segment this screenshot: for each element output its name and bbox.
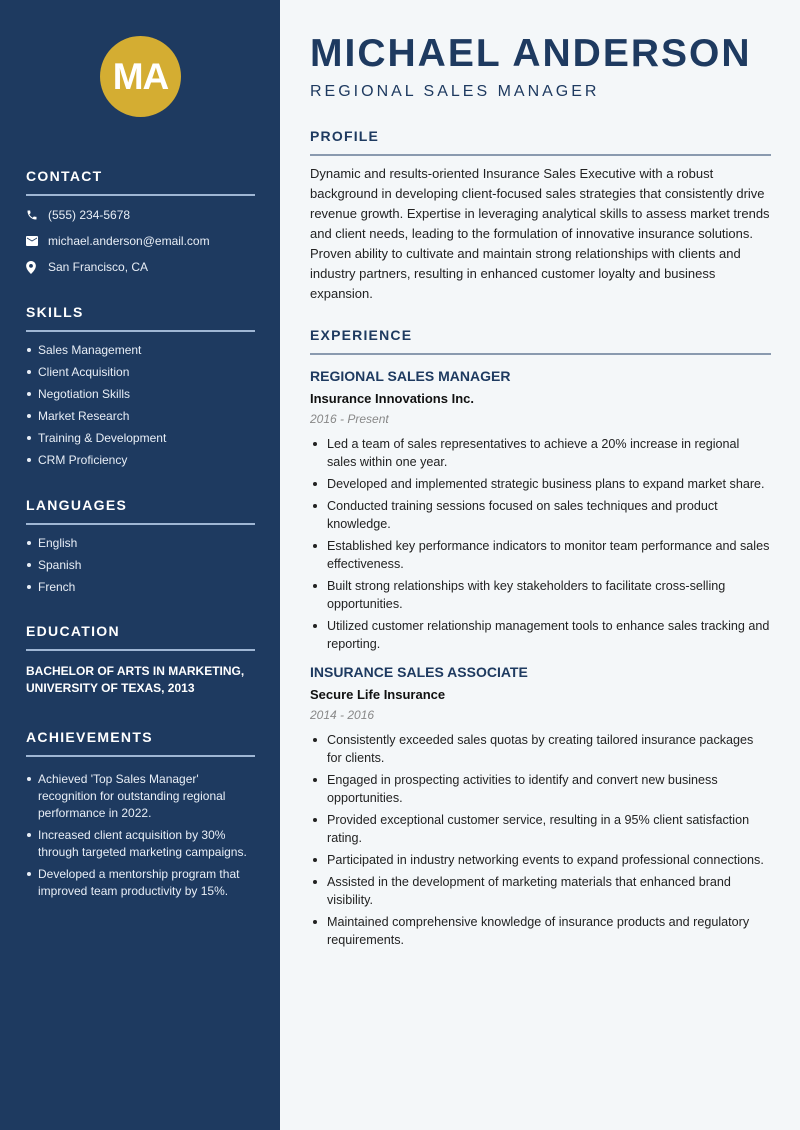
job-bullet: Engaged in prospecting activities to identify and convert new business opportunities. [310, 771, 771, 807]
language-item: English [26, 532, 255, 554]
achievement-item: Achieved 'Top Sales Manager' recognition for outstanding regional performance in 2022. [26, 771, 255, 822]
phone-text: (555) 234-5678 [48, 208, 131, 222]
job-bullet: Provided exceptional customer service, resulting in a 95% client satisfaction rating. [310, 811, 771, 847]
job-title: REGIONAL SALES MANAGER [310, 368, 511, 384]
sidebar [0, 0, 280, 1130]
job-company: Insurance Innovations Inc. [310, 391, 474, 406]
avatar-initials: MA [112, 55, 169, 97]
job-bullet: Participated in industry networking events to expand professional connections. [310, 851, 771, 869]
phone-icon [26, 209, 48, 221]
skill-item: Sales Management [26, 339, 255, 361]
skills-list [26, 339, 255, 471]
job-bullet: Maintained comprehensive knowledge of insurance products and regulatory requirements. [310, 913, 771, 949]
achievements-section [26, 729, 255, 905]
languages-section [26, 497, 255, 598]
job-entry [310, 663, 771, 949]
language-item: French [26, 576, 255, 598]
profile-heading: PROFILE [310, 128, 380, 144]
achievements-heading: ACHIEVEMENTS [26, 729, 153, 745]
divider [310, 353, 771, 355]
languages-list [26, 532, 255, 598]
job-bullet: Built strong relationships with key stakeholders to facilitate cross-selling opportunities. [310, 577, 771, 613]
contact-location [26, 254, 255, 280]
skill-item: Client Acquisition [26, 361, 255, 383]
job-bullet: Utilized customer relationship management tools to enhance sales tracking and reporting. [310, 617, 771, 653]
job-title: INSURANCE SALES ASSOCIATE [310, 664, 528, 680]
job-bullet: Led a team of sales representatives to achieve a 20% increase in regional sales within one year. [310, 435, 771, 471]
job-bullet: Consistently exceeded sales quotas by creating tailored insurance packages for clients. [310, 731, 771, 767]
contact-section [26, 168, 255, 280]
divider [26, 755, 255, 757]
skills-section [26, 304, 255, 471]
job-entry [310, 367, 771, 653]
contact-email [26, 228, 255, 254]
job-dates: 2014 - 2016 [310, 708, 375, 722]
candidate-name: MICHAEL ANDERSON [310, 32, 752, 75]
languages-heading: LANGUAGES [26, 497, 128, 513]
job-bullet: Developed and implemented strategic business plans to expand market share. [310, 475, 771, 493]
job-company: Secure Life Insurance [310, 687, 446, 702]
profile-summary: Dynamic and results-oriented Insurance Sales Executive with a robust background in developing client-focused sales strategies that consistently drive revenue growth. Expertise in leveraging analytical skills to assess market trends and client needs, leading to the formulation of innovative insurance solutions. Proven ability to cultivate and maintain strong relationships with clients and industry partners, resulting in enhanced customer loyalty and business expansion. [310, 166, 770, 301]
experience-section [310, 327, 771, 953]
skill-item: Negotiation Skills [26, 383, 255, 405]
job-bullet: Conducted training sessions focused on sales techniques and product knowledge. [310, 497, 771, 533]
job-bullets [310, 435, 771, 653]
achievement-item: Developed a mentorship program that improved team productivity by 15%. [26, 866, 255, 900]
divider [26, 194, 255, 196]
education-entry [26, 663, 255, 697]
experience-heading: EXPERIENCE [310, 327, 413, 343]
skill-item: CRM Proficiency [26, 449, 255, 471]
email-text: michael.anderson@email.com [48, 234, 210, 248]
divider [26, 330, 255, 332]
job-bullet: Assisted in the development of marketing materials that enhanced brand visibility. [310, 873, 771, 909]
email-icon [26, 236, 48, 246]
avatar [100, 36, 181, 117]
job-bullet: Established key performance indicators to monitor team performance and sales effectiveness. [310, 537, 771, 573]
profile-section [310, 128, 771, 304]
job-dates: 2016 - Present [310, 412, 389, 426]
achievement-item: Increased client acquisition by 30% through targeted marketing campaigns. [26, 827, 255, 861]
education-heading: EDUCATION [26, 623, 120, 639]
divider [310, 154, 771, 156]
contact-phone [26, 202, 255, 228]
education-school: UNIVERSITY OF TEXAS, 2013 [26, 681, 195, 695]
skill-item: Training & Development [26, 427, 255, 449]
divider [26, 649, 255, 651]
achievements-list [26, 771, 255, 900]
location-text: San Francisco, CA [48, 260, 149, 274]
skills-heading: SKILLS [26, 304, 84, 320]
contact-heading: CONTACT [26, 168, 103, 184]
job-bullets [310, 731, 771, 949]
location-pin-icon [26, 261, 48, 274]
divider [26, 523, 255, 525]
skill-item: Market Research [26, 405, 255, 427]
language-item: Spanish [26, 554, 255, 576]
candidate-role: REGIONAL SALES MANAGER [310, 83, 600, 100]
education-section [26, 623, 255, 697]
education-degree: BACHELOR OF ARTS IN MARKETING, [26, 664, 245, 678]
